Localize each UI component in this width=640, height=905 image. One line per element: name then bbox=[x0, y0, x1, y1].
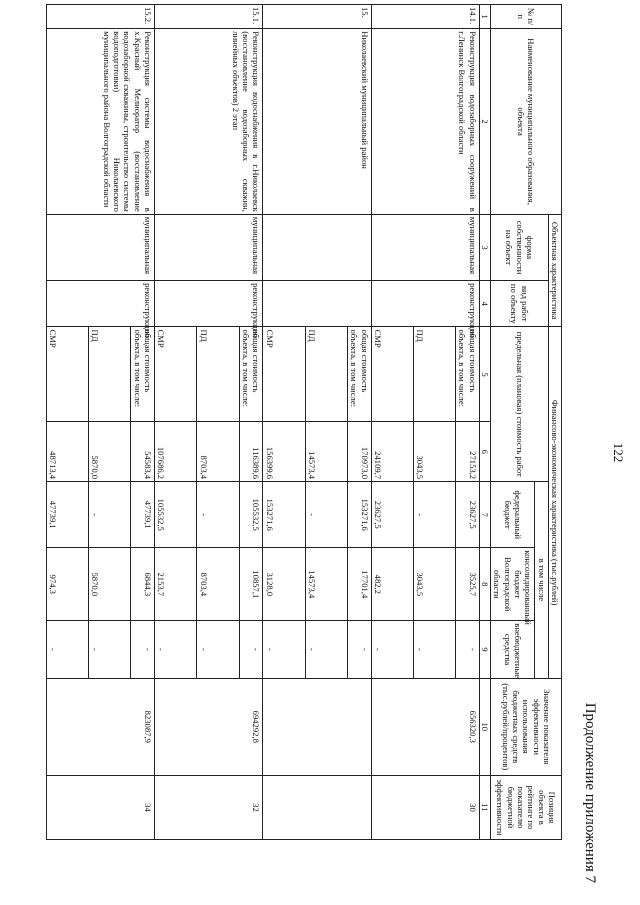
table-body bbox=[46, 5, 479, 840]
component-cost: 156399,6 bbox=[263, 422, 305, 482]
efficiency-value: 823087,9 bbox=[46, 678, 154, 775]
appendix-title: Продолжение приложения 7 bbox=[582, 702, 598, 883]
component-regional: 5870,0 bbox=[89, 548, 131, 621]
cost-label: общая стоимость объекта, в том числе: bbox=[347, 327, 371, 422]
object-name: Реконструкция системы водоснабжения в х.Красный Мелиоратор (восстановление водозаборной скважины, строительство системы водоподготовки) Николаевского муниципального района Волгоградской области bbox=[46, 29, 154, 215]
regional-budget: 3525,7 bbox=[456, 548, 480, 621]
work-type: реконструкция bbox=[155, 281, 263, 327]
component-regional: 3128,0 bbox=[263, 548, 305, 621]
component-federal: 23627,5 bbox=[371, 482, 413, 548]
cost-component-label: СМР bbox=[155, 327, 197, 422]
row-number: 15.2. bbox=[46, 5, 154, 29]
header-planned-cost: предельная (плановая) стоимость работ bbox=[491, 327, 549, 482]
component-regional: 8703,4 bbox=[197, 548, 239, 621]
cost-label: общая стоимость объекта, в том числе: bbox=[131, 327, 155, 422]
component-regional: 482,2 bbox=[371, 548, 413, 621]
column-index: 4 bbox=[479, 281, 490, 327]
efficiency-value bbox=[263, 678, 371, 775]
column-index-row bbox=[479, 5, 490, 840]
component-cost: 14573,4 bbox=[305, 422, 347, 482]
column-index: 6 bbox=[479, 422, 490, 482]
component-extrabudget: - bbox=[155, 621, 197, 678]
column-index: 10 bbox=[479, 678, 490, 775]
regional-budget: 6844,3 bbox=[131, 548, 155, 621]
header-efficiency: Значение показателя эффективности использования бюджетных средств (тыс.рублей/процентов) bbox=[491, 678, 562, 775]
component-cost: 3043,5 bbox=[413, 422, 455, 482]
column-index: 1 bbox=[479, 5, 490, 29]
total-cost: 27153,2 bbox=[456, 422, 480, 482]
header-num: № п/п bbox=[491, 5, 562, 29]
work-type: реконструкция bbox=[46, 281, 154, 327]
cost-component-label: ПД bbox=[305, 327, 347, 422]
column-index: 2 bbox=[479, 29, 490, 215]
component-extrabudget: - bbox=[197, 621, 239, 678]
ownership-form: муниципальная bbox=[46, 214, 154, 280]
component-regional: 2153,7 bbox=[155, 548, 197, 621]
federal-budget: 23627,5 bbox=[456, 482, 480, 548]
component-federal: - bbox=[89, 482, 131, 548]
object-name: Николаевский муниципальный район bbox=[263, 29, 371, 215]
efficiency-value: 656320,3 bbox=[371, 678, 479, 775]
column-index: 5 bbox=[479, 327, 490, 422]
header-including: в том числе bbox=[535, 482, 548, 679]
header-object-group: Объектная характеристика bbox=[548, 214, 561, 327]
object-name: Реконструкция водозаборных сооружений в г.Ленинск Волгоградской области bbox=[371, 29, 479, 215]
row-number: 15.1. bbox=[155, 5, 263, 29]
extrabudget: - bbox=[347, 621, 371, 678]
cost-component-label: СМР bbox=[46, 327, 88, 422]
component-federal: - bbox=[305, 482, 347, 548]
work-type: реконструкция bbox=[371, 281, 479, 327]
federal-budget: 105532,5 bbox=[239, 482, 263, 548]
component-extrabudget: - bbox=[371, 621, 413, 678]
header-extrabudget: внебюджетные средства bbox=[491, 621, 535, 678]
component-cost: 8703,4 bbox=[197, 422, 239, 482]
column-index: 7 bbox=[479, 482, 490, 548]
total-cost: 170973,0 bbox=[347, 422, 371, 482]
column-index: 3 bbox=[479, 214, 490, 280]
component-cost: 48713,4 bbox=[46, 422, 88, 482]
cost-component-label: ПД bbox=[89, 327, 131, 422]
component-federal: - bbox=[197, 482, 239, 548]
investment-objects-table bbox=[46, 4, 562, 840]
component-extrabudget: - bbox=[46, 621, 88, 678]
component-extrabudget: - bbox=[413, 621, 455, 678]
efficiency-value: 694292,8 bbox=[155, 678, 263, 775]
total-cost: 54583,4 bbox=[131, 422, 155, 482]
component-federal: - bbox=[413, 482, 455, 548]
component-cost: 5870,0 bbox=[89, 422, 131, 482]
table-row bbox=[131, 5, 155, 840]
column-index: 8 bbox=[479, 548, 490, 621]
component-regional: 3043,5 bbox=[413, 548, 455, 621]
component-federal: 105532,5 bbox=[155, 482, 197, 548]
rating-position bbox=[263, 775, 371, 839]
header-ownership: форма собственности на объект bbox=[491, 214, 549, 280]
extrabudget: - bbox=[239, 621, 263, 678]
table-row bbox=[456, 5, 480, 840]
header-federal: федеральный бюджет bbox=[491, 482, 535, 548]
ownership-form: муниципальная bbox=[371, 214, 479, 280]
ownership-form: муниципальная bbox=[155, 214, 263, 280]
header-finance-group: Финансово-экономическая характеристика (тыс.рублей) bbox=[548, 327, 561, 678]
header-work-type: вид работ по объекту bbox=[491, 281, 549, 327]
cost-component-label: СМР bbox=[371, 327, 413, 422]
cost-label: общая стоимость объекта, в том числе: bbox=[456, 327, 480, 422]
component-regional: 14573,4 bbox=[305, 548, 347, 621]
extrabudget: - bbox=[131, 621, 155, 678]
row-number: 14.1. bbox=[371, 5, 479, 29]
header-regional: консолидированный бюджет Волгоградской области bbox=[491, 548, 535, 621]
object-name: Реконструкция водоснабжения в г.Николаевск (восстановление водозаборных скважин, линейных объектов) 2 этап bbox=[155, 29, 263, 215]
ownership-form bbox=[263, 214, 371, 280]
cost-component-label: ПД bbox=[413, 327, 455, 422]
header-rank: Позиция объекта в рейтинге по показателю бюджетной эффективности bbox=[491, 775, 562, 839]
row-number: 15. bbox=[263, 5, 371, 29]
component-cost: 24109,7 bbox=[371, 422, 413, 482]
regional-budget: 10857,1 bbox=[239, 548, 263, 621]
table-header bbox=[479, 5, 561, 840]
column-index: 9 bbox=[479, 621, 490, 678]
table-row bbox=[239, 5, 263, 840]
component-cost: 107686,2 bbox=[155, 422, 197, 482]
component-federal: 153271,6 bbox=[263, 482, 305, 548]
cost-label: общая стоимость объекта, в том числе: bbox=[239, 327, 263, 422]
component-extrabudget: - bbox=[263, 621, 305, 678]
regional-budget: 17701,4 bbox=[347, 548, 371, 621]
rating-position: 32 bbox=[155, 775, 263, 839]
rating-position: 30 bbox=[371, 775, 479, 839]
component-extrabudget: - bbox=[305, 621, 347, 678]
total-cost: 116389,6 bbox=[239, 422, 263, 482]
rating-position: 34 bbox=[46, 775, 154, 839]
cost-component-label: ПД bbox=[197, 327, 239, 422]
column-index: 11 bbox=[479, 775, 490, 839]
page-number: 122 bbox=[611, 442, 626, 463]
table-row bbox=[347, 5, 371, 840]
extrabudget: - bbox=[456, 621, 480, 678]
header-name: Наименование муниципального образования, объекта bbox=[491, 29, 562, 215]
cost-component-label: СМР bbox=[263, 327, 305, 422]
work-type bbox=[263, 281, 371, 327]
component-extrabudget: - bbox=[89, 621, 131, 678]
federal-budget: 47739,1 bbox=[131, 482, 155, 548]
component-regional: 974,3 bbox=[46, 548, 88, 621]
federal-budget: 153271,6 bbox=[347, 482, 371, 548]
component-federal: 47739,1 bbox=[46, 482, 88, 548]
